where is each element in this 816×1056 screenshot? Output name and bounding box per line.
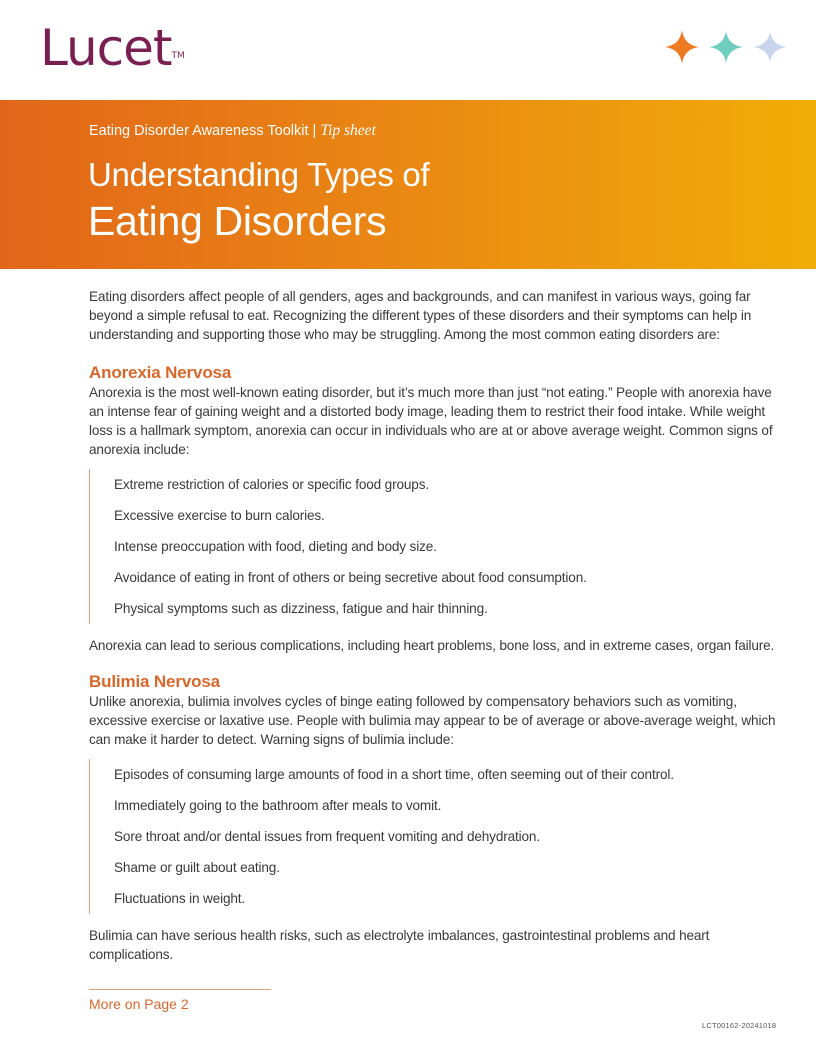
- list-item: Sore throat and/or dental issues from frequent vomiting and dehydration.: [114, 829, 540, 844]
- toolkit-kicker: [89, 122, 376, 140]
- bulimia-signs-list: [89, 759, 779, 914]
- bulimia-heading: Bulimia Nervosa: [89, 672, 220, 691]
- logo-text: Lucet: [40, 19, 172, 77]
- lucet-logo: [40, 18, 185, 78]
- list-item: Intense preoccupation with food, dieting and body size.: [114, 539, 437, 554]
- sparkle-decoration: [660, 26, 790, 70]
- list-item: Fluctuations in weight.: [114, 891, 246, 906]
- list-item: Excessive exercise to burn calories.: [114, 508, 325, 523]
- list-item: Extreme restriction of calories or specific food groups.: [114, 477, 429, 492]
- main-content: [89, 287, 779, 964]
- list-item: Physical symptoms such as dizziness, fatigue and hair thinning.: [114, 601, 488, 616]
- intro-paragraph: Eating disorders affect people of all genders, ages and backgrounds, and can manifest in various ways, going far beyond a simple refusal to eat. Recognizing the different types of these disorders and their symptoms can help in understanding and supporting those who may be struggling. Among the most common eating disorders are:: [89, 289, 752, 342]
- list-item: Immediately going to the bathroom after meals to vomit.: [114, 798, 442, 813]
- page-title-line-1: Understanding Types of: [88, 156, 430, 193]
- list-item: Episodes of consuming large amounts of food in a short time, often seeming out of their control.: [114, 767, 674, 782]
- bulimia-closing: Bulimia can have serious health risks, such as electrolyte imbalances, gastrointestinal problems and heart complications.: [89, 928, 710, 962]
- anorexia-closing: Anorexia can lead to serious complications, including heart problems, bone loss, and in extreme cases, organ failure.: [89, 638, 775, 653]
- sparkle-orange-icon: [665, 30, 699, 64]
- more-on-page-2: More on Page 2: [89, 996, 189, 1012]
- page-title-line-2: Eating Disorders: [88, 198, 387, 244]
- tip-sheet-label: Tip sheet: [320, 122, 376, 139]
- title-banner: [0, 100, 816, 269]
- anorexia-body: Anorexia is the most well-known eating disorder, but it’s much more than just “not eating.” People with anorexia have an intense fear of gaining weight and a distorted body image, leading them to restrict their food intake. While weight loss is a hallmark symptom, anorexia can occur in individuals who are at or above average weight. Common signs of anorexia include:: [89, 385, 773, 457]
- sparkle-lavender-icon: [753, 32, 787, 62]
- trademark-mark: TM: [171, 51, 185, 61]
- list-item: Shame or guilt about eating.: [114, 860, 280, 875]
- footer-divider: [89, 989, 271, 990]
- kicker-text: Eating Disorder Awareness Toolkit |: [89, 123, 321, 139]
- document-code: LCT00162-20241018: [702, 1021, 777, 1030]
- sparkle-teal-icon: [709, 31, 743, 63]
- list-item: Avoidance of eating in front of others or being secretive about food consumption.: [114, 570, 587, 585]
- anorexia-heading: Anorexia Nervosa: [89, 363, 232, 382]
- bulimia-body: Unlike anorexia, bulimia involves cycles of binge eating followed by compensatory behaviors such as vomiting, excessive exercise or laxative use. People with bulimia may appear to be of average or above-average weight, which can make it harder to detect. Warning signs of bulimia include:: [89, 694, 776, 747]
- anorexia-signs-list: [89, 469, 779, 624]
